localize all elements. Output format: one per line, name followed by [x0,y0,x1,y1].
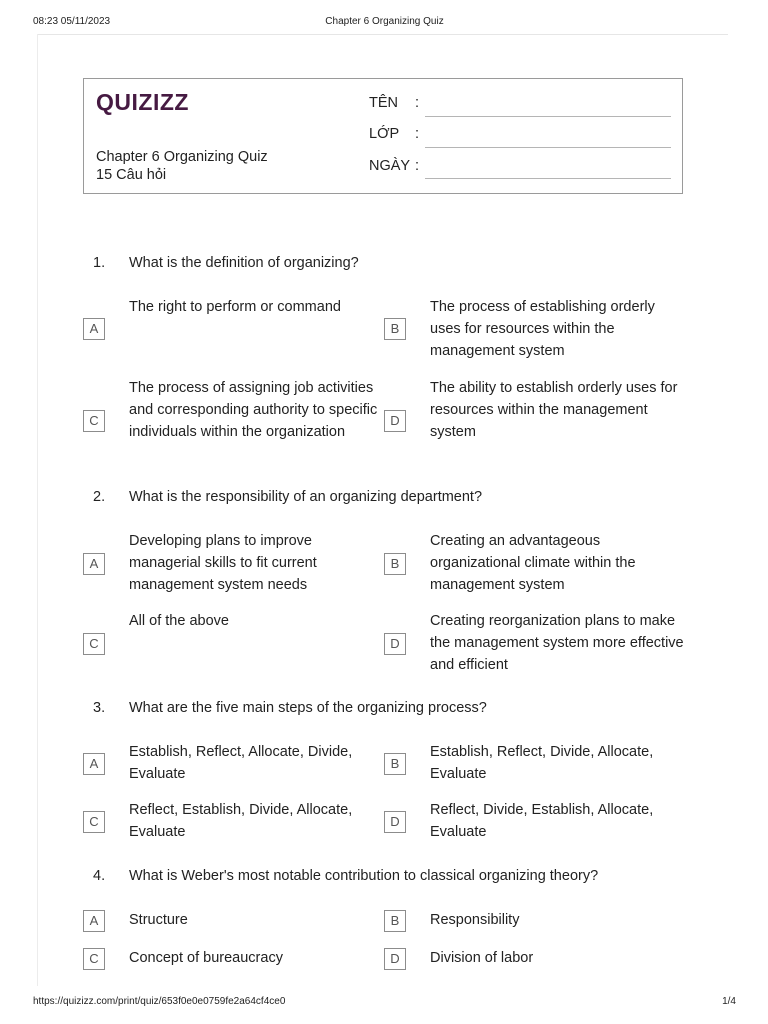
option-a-box: A [83,910,105,932]
option-c-box: C [83,811,105,833]
question-count: 15 Câu hỏi [96,167,167,183]
option-b-box: B [384,553,406,575]
option-d-text: Creating reorganization plans to make the management system more effective and efficient [430,613,684,673]
option-d-text: Division of labor [430,950,534,966]
option-a-text: Developing plans to improve managerial skills to fit current management system needs [129,533,317,593]
option-d-box: D [384,811,406,833]
option-c-box: C [83,948,105,970]
print-header [33,16,736,30]
question-number: 4. [93,868,106,884]
page-edge-top [37,34,728,35]
print-footer [33,996,736,1010]
option-a-box: A [83,553,105,575]
class-field-label: LỚP [369,126,400,142]
option-b-text: Creating an advantageous organizational climate within the management system [430,533,636,593]
name-field-line [425,116,671,117]
option-b-text: Responsibility [430,912,520,928]
option-d-box: D [384,948,406,970]
print-document-title: Chapter 6 Organizing Quiz [325,16,444,27]
option-a-text: Establish, Reflect, Allocate, Divide, Evaluate [129,744,353,782]
class-field-line [425,147,671,148]
option-a-box: A [83,318,105,340]
page-edge-left [37,34,38,986]
option-a-text: Structure [129,912,188,928]
option-d-box: D [384,410,406,432]
option-a-text: The right to perform or command [129,299,341,315]
date-field-colon: : [415,158,420,174]
option-b-box: B [384,753,406,775]
question-text: What is Weber's most notable contribution to classical organizing theory? [129,868,599,884]
question-number: 3. [93,700,106,716]
option-c-box: C [83,410,105,432]
print-url: https://quizizz.com/print/quiz/653f0e0e0759fe2a64cf4ce0 [33,996,286,1007]
name-field-label: TÊN [369,95,398,111]
question-number: 2. [93,489,106,505]
option-b-text: Establish, Reflect, Divide, Allocate, Evaluate [430,744,654,782]
quiz-header-box [83,78,683,194]
option-d-text: The ability to establish orderly uses for resources within the management system [430,380,678,440]
option-a-box: A [83,753,105,775]
date-field-label: NGÀY [369,158,411,174]
question-text: What is the responsibility of an organizing department? [129,489,483,505]
quiz-title: Chapter 6 Organizing Quiz [96,149,268,165]
option-c-box: C [83,633,105,655]
quizizz-logo: QUIZIZZ [96,89,189,115]
print-page-number: 1/4 [722,996,736,1007]
class-field-colon: : [415,126,420,142]
option-c-text: All of the above [129,613,229,629]
option-b-box: B [384,910,406,932]
option-d-box: D [384,633,406,655]
option-c-text: Reflect, Establish, Divide, Allocate, Evaluate [129,802,353,840]
option-c-text: Concept of bureaucracy [129,950,283,966]
option-d-text: Reflect, Divide, Establish, Allocate, Evaluate [430,802,654,840]
option-b-box: B [384,318,406,340]
date-field-line [425,178,671,179]
option-b-text: The process of establishing orderly uses for resources within the management system [430,299,655,359]
question-text: What is the definition of organizing? [129,255,359,271]
question-text: What are the five main steps of the organizing process? [129,700,487,716]
name-field-colon: : [415,95,420,111]
print-timestamp: 08:23 05/11/2023 [33,16,111,27]
question-number: 1. [93,255,106,271]
option-c-text: The process of assigning job activities and corresponding authority to specific individuals within the organization [129,380,378,440]
